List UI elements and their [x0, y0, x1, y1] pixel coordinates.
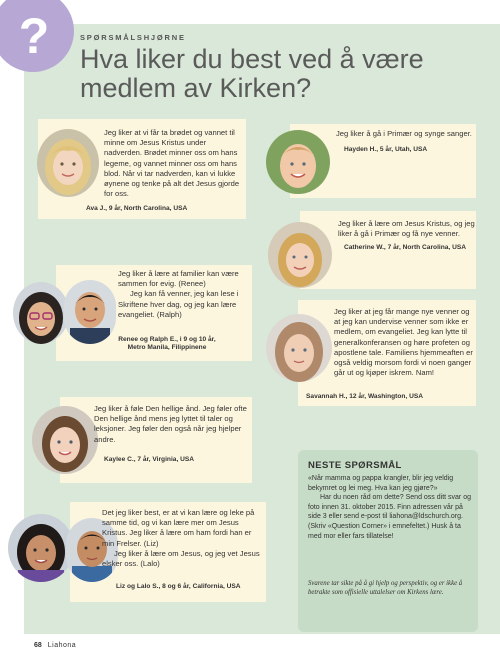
answer-text-liz: Det jeg liker best, er at vi kan lære og leke på samme tid, og vi kan lære mer om Jesus Kristus. Jeg liker å lære om ham fordi han er min Frelser. (Liz)	[102, 508, 255, 548]
child-photo-catherine-image	[268, 222, 332, 288]
byline-renee-ralph-place: Metro Manila, Filippinene	[127, 344, 207, 352]
answer-text-hayden: Jeg liker å gå i Primær og synge sanger.	[336, 129, 472, 138]
page-title: Hva liker du best ved å være medlem av Kirken?	[80, 44, 424, 103]
byline-renee-ralph	[86, 336, 248, 353]
page-number: 68	[34, 642, 42, 649]
next-question-text: «Når mamma og pappa krangler, blir jeg veldig bekymret og lei meg. Hva kan jeg gjøre?»	[308, 475, 454, 492]
question-mark-icon: ?	[18, 8, 50, 64]
answer-text-ava: Jeg liker at vi får ta brødet og vannet til minne om Jesus Kristus under nadverden. Brødet minner oss om hans legeme, og vannet minner oss om hans blod. Når vi tar nadverden, kan vi lukke øynene og tenke på alt det Jesus gjorde for oss.	[104, 128, 240, 199]
next-question-body	[308, 474, 472, 541]
child-photo-renee-image	[13, 282, 69, 344]
answer-text-catherine: Jeg liker å lære om Jesus Kristus, og jeg liker å gå i Primær og få nye venner.	[338, 219, 475, 239]
answer-text-renee: Jeg liker å lære at familier kan være sammen for evig. (Renee)	[118, 269, 239, 289]
byline-ava: Ava J., 9 år, North Carolina, USA	[86, 205, 188, 212]
byline-hayden: Hayden H., 5 år, Utah, USA	[344, 146, 428, 153]
child-photo-renee	[13, 282, 69, 344]
child-photo-savannah-image	[266, 314, 332, 382]
page-footer	[34, 642, 76, 649]
next-question-heading: NESTE SPØRSMÅL	[308, 460, 402, 471]
answer-text-ralph: Jeg kan få venner, jeg kan lese i Skriftene hver dag, og jeg kan lære evangeliet. (Ralph)	[118, 289, 239, 319]
answer-text-savannah: Jeg liker at jeg får mange nye venner og at jeg kan undervise venner som ikke er medlem, om evangeliet. Jeg kan lytte til generalkonferansen og høre profeten og apostlene tale. Familiens hjemmeaften er også veldig morsom fordi vi noen ganger går ut og kjøper iskrem. Nam!	[334, 307, 473, 378]
answer-text-liz-lalo	[102, 508, 262, 569]
byline-renee-ralph-names: Renee og Ralph E., i 9 og 10 år,	[118, 336, 216, 343]
child-photo-savannah	[266, 314, 332, 382]
child-photo-hayden	[266, 130, 330, 194]
answer-text-lalo: Jeg liker å lære om Jesus, og jeg vet Jesus elsker oss. (Lalo)	[102, 548, 260, 569]
child-photo-catherine	[268, 222, 332, 288]
next-question-box	[298, 450, 478, 632]
byline-savannah: Savannah H., 12 år, Washington, USA	[306, 393, 424, 400]
section-kicker: SPØRSMÅLSHJØRNE	[80, 33, 186, 42]
child-photo-kaylee-image	[32, 406, 98, 474]
next-question-instructions: Har du noen råd om dette? Send oss ditt svar og foto innen 31. oktober 2015. Finn adressen vår på side 3 eller send e-post til liahona@ldschurch.org. (Skriv «Question Corner» i emnefeltet.) Husk å ta med mor eller fars tillatelse!	[308, 494, 471, 540]
answer-text-renee-ralph	[118, 269, 248, 320]
child-photo-liz	[8, 514, 74, 582]
child-photo-ava	[37, 129, 99, 197]
child-photo-liz-image	[8, 514, 74, 582]
child-photo-ralph-image	[64, 280, 116, 344]
child-photo-kaylee	[32, 406, 98, 474]
child-photo-ralph	[64, 280, 116, 344]
child-photo-hayden-image	[266, 130, 330, 194]
byline-liz-lalo: Liz og Lalo S., 8 og 6 år, California, USA	[116, 583, 241, 590]
child-photo-ava-image	[37, 129, 99, 197]
byline-catherine: Catherine W., 7 år, North Carolina, USA	[344, 244, 467, 251]
byline-kaylee: Kaylee C., 7 år, Virginia, USA	[104, 456, 195, 463]
next-question-disclaimer: Svarene tar sikte på å gi hjelp og perspektiv, og er ikke å betrakte som offisielle uttalelser om Kirkens lære.	[308, 580, 463, 597]
answer-text-kaylee: Jeg liker å føle Den hellige ånd. Jeg føler ofte Den hellige ånd mens jeg lyttet til taler og leksjoner. Jeg føler den også når jeg hjelper andre.	[94, 404, 247, 444]
magazine-name: Liahona	[47, 642, 77, 649]
